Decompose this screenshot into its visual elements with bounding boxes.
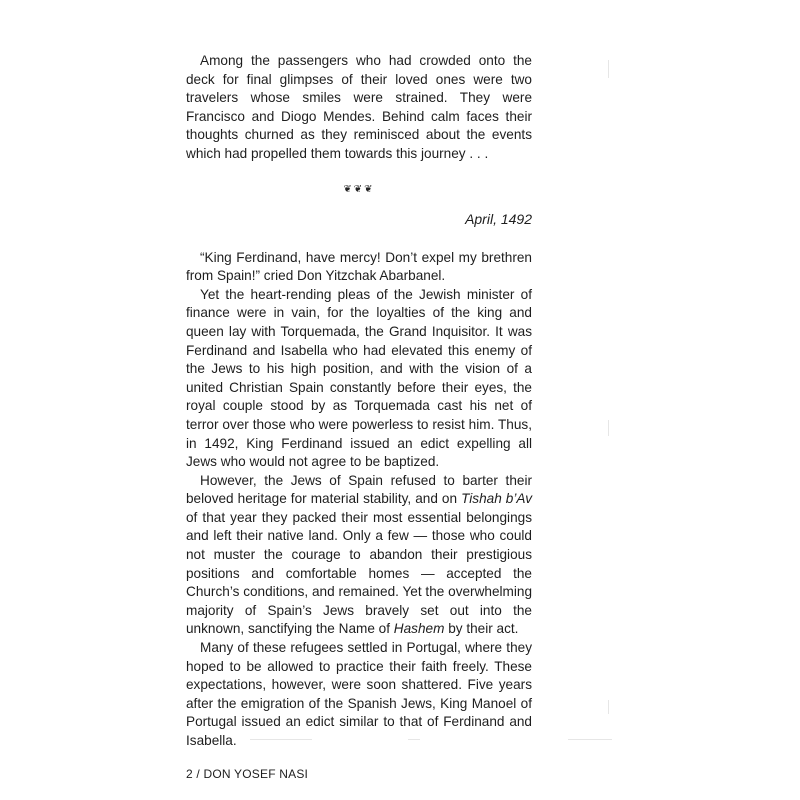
scan-edge-mark bbox=[608, 60, 609, 78]
section-ornament: ❦❦❦ bbox=[343, 183, 375, 195]
scan-edge-mark bbox=[250, 739, 312, 740]
paragraph-abarbanel-plea: “King Ferdinand, have mercy! Don’t expel my brethren from Spain!” cried Don Yitzchak Abarbanel. bbox=[186, 249, 532, 284]
paragraph-text-segment: However, the Jews of Spain refused to barter their beloved heritage for material stability, and on bbox=[186, 472, 532, 507]
scan-edge-mark bbox=[608, 420, 609, 436]
spacer bbox=[186, 229, 532, 249]
paragraph-portugal: Many of these refugees settled in Portugal, where they hoped to be allowed to practice their faith freely. These expectations, however, were soon shattered. Five years after the emigration of the Spanish Jews, King Manoel of Portugal issued an edict similar to that of Ferdinand and Isabella. bbox=[186, 640, 532, 748]
dateline: April, 1492 bbox=[465, 210, 532, 227]
italic-term-tishah-bav: Tishah b’Av bbox=[461, 491, 532, 507]
paragraph-deck-passengers: Among the passengers who had crowded onto the deck for final glimpses of their loved ones were two travelers whose smiles were strained. They were Francisco and Diogo Mendes. Behind calm faces their thoughts churned as they reminisced about the events which had propelled them towards this journey . . . bbox=[186, 53, 532, 161]
paragraph-tishah-bav bbox=[186, 472, 532, 639]
text-column bbox=[186, 52, 532, 782]
scan-edge-mark bbox=[568, 739, 612, 740]
paragraph-text-segment: by their act. bbox=[444, 621, 519, 637]
scan-edge-mark bbox=[608, 700, 609, 714]
paragraph-torquemada: Yet the heart-rending pleas of the Jewish minister of finance were in vain, for the loyalties of the king and queen lay with Torquemada, the Grand Inquisitor. It was Ferdinand and Isabella who had elevated this enemy of the Jews to his high position, and with the vision of a united Christian Spain constantly before their eyes, the royal couple stood by as Torquemada cast his net of terror over those who were powerless to resist him. Thus, in 1492, King Ferdinand issued an edict expelling all Jews who would not agree to be baptized. bbox=[186, 286, 532, 470]
italic-term-hashem: Hashem bbox=[393, 621, 445, 637]
paragraph-text-segment: of that year they packed their most essential belongings and left their native land. Only a few — those who could not muster the courage to abandon their prestigious positions and comfortable homes — accepted the Church’s conditions, and remained. Yet the overwhelming majority of Spain’s Jews bravely set out into the unknown, sanctifying the Name of bbox=[186, 509, 532, 637]
page-footer: 2 / DON YOSEF NASI bbox=[186, 766, 309, 781]
scan-edge-mark bbox=[408, 739, 420, 740]
